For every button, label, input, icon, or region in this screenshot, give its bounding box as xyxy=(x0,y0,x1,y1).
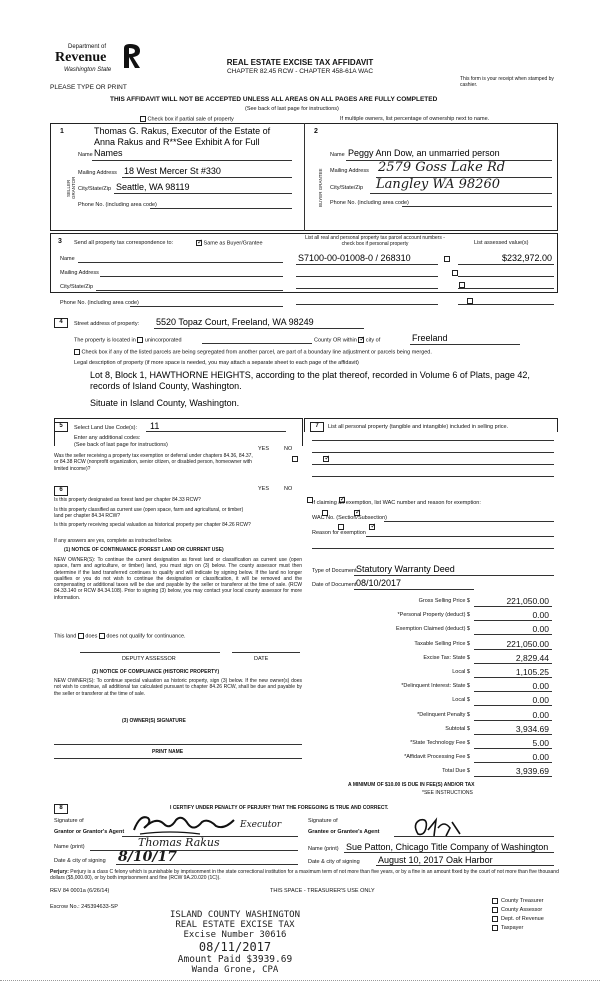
buyer-name-value[interactable]: Peggy Ann Dow, an unmarried person xyxy=(348,148,500,158)
section-1-number: 1 xyxy=(60,128,64,135)
seller-name-line2: Anna Rakus and R**See Exhibit A for Full xyxy=(94,137,260,147)
buyer-side-label: BUYER GRANTEE xyxy=(318,168,323,208)
dor-logo xyxy=(50,40,150,88)
see-instructions-note: *SEE INSTRUCTIONS xyxy=(422,790,473,796)
seller-city-value[interactable]: Seattle, WA 98119 xyxy=(116,182,190,192)
owner-signature-label: (3) OWNER(S) SIGNATURE xyxy=(122,718,186,724)
same-as-buyer-option[interactable] xyxy=(196,240,263,246)
doc-type-label: Type of Document xyxy=(312,568,357,574)
grantor-name[interactable]: Thomas Rakus xyxy=(138,836,220,849)
does-label: does xyxy=(85,633,98,640)
form-subtitle: CHAPTER 82.45 RCW - CHAPTER 458-61A WAC xyxy=(226,68,374,75)
grantee-name[interactable]: Sue Patton, Chicago Title Company of Washington xyxy=(346,842,549,852)
tax-row-label: Subtotal $ xyxy=(445,725,470,732)
tax-row-value[interactable]: 2,829.44 xyxy=(515,652,549,663)
tax-row-label: *Delinquent Interest: State $ xyxy=(401,683,470,690)
tax-row-value[interactable]: 221,050.00 xyxy=(506,638,549,649)
additional-codes-label: Enter any additional codes: xyxy=(74,435,141,441)
tax-row-label: Local $ xyxy=(452,697,470,704)
legal-line-3: Situate in Island County, Washington. xyxy=(90,398,240,408)
stamp-line-3: Excise Number 30616 xyxy=(183,930,287,940)
copy-label: County Assessor xyxy=(501,907,543,914)
seller-city-label: City/State/Zip xyxy=(78,186,112,192)
street-label: Street address of property: xyxy=(74,321,140,327)
tax-row-value[interactable]: 0.00 xyxy=(532,752,549,763)
parcel-number[interactable]: S7100-00-01008-0 / 268310 xyxy=(298,253,411,263)
personal-property-checkbox[interactable] xyxy=(444,256,450,262)
personal-property-label: List all personal property (tangible and intangible) included in selling price. xyxy=(328,424,509,430)
revenue-label: Revenue xyxy=(55,50,107,65)
receipt-note: This form is your receipt when stamped by cashier. xyxy=(460,76,554,89)
assessed-header: List assessed value(s) xyxy=(474,240,529,246)
date-label: DATE xyxy=(254,656,269,662)
grantee-sig-label: Signature of xyxy=(308,818,338,824)
s5-no: NO xyxy=(284,446,293,452)
tax-row-label: Exemption Claimed (deduct) $ xyxy=(396,626,470,633)
notice-1-text: NEW OWNER(S): To continue the current designation as forest land or classification as current use (open space, farm and agriculture, or timber) land, you must sign on (3) below. The county assessor must then determine if the land transferred continues to qualify and will indicate by signing below. If the land no longer qualifies or you do not wish to continue the designation or classification, it will be removed and the compensating or additional taxes will be due and payable by the seller or transferor at the time of sale. (RCW 84.33.140 or RCW 84.34.108). Prior to signing (3) below, you may contact your local county assessor for more information. xyxy=(54,557,302,601)
tax-row-label: Total Due $ xyxy=(442,768,470,775)
unincorporated-checkbox[interactable] xyxy=(137,337,143,343)
tax-row-value[interactable]: 0.00 xyxy=(532,624,549,635)
grantor-signature-icon xyxy=(130,810,240,838)
city-within-row xyxy=(314,337,380,343)
section-5-number: 5 xyxy=(54,422,68,432)
grantee-name-label: Name (print) xyxy=(308,846,339,852)
parcel-header: List all real and personal property tax parcel account numbers - check box if personal property xyxy=(305,235,445,248)
perjury-label: Perjury: xyxy=(50,869,69,875)
revenue-logo-icon xyxy=(120,42,144,70)
rev-number: REV 84 0001a (6/26/14) xyxy=(50,888,110,894)
legal-line-2: records of Island County, Washington. xyxy=(90,381,242,391)
corr-city-label: City/State/Zip xyxy=(60,284,94,290)
buyer-name-label: Name xyxy=(330,152,345,158)
stamp-line-4: 08/11/2017 xyxy=(198,940,272,954)
s6-no: NO xyxy=(284,486,293,492)
treasurer-space: THIS SPACE - TREASURER'S USE ONLY xyxy=(270,888,375,894)
copy-checkbox[interactable] xyxy=(492,925,498,931)
perjury-block xyxy=(50,869,560,882)
unincorporated-label: unincorporated xyxy=(144,337,182,344)
affidavit-warning: THIS AFFIDAVIT WILL NOT BE ACCEPTED UNLESS ALL AREAS ON ALL PAGES ARE FULLY COMPLETED xyxy=(110,96,438,103)
land-use-value[interactable]: 11 xyxy=(150,421,160,431)
grantor-date-label: Date & city of signing xyxy=(54,858,106,864)
doc-date-value[interactable]: 08/10/2017 xyxy=(356,578,402,588)
personal-property-checkbox-2[interactable] xyxy=(452,270,458,276)
tax-row-label: *Personal Property (deduct) $ xyxy=(397,612,470,619)
partial-sale-checkbox[interactable] xyxy=(140,116,146,122)
tax-row-value[interactable]: 0.00 xyxy=(532,695,549,706)
notice-2-title: (2) NOTICE OF COMPLIANCE (HISTORIC PROPERTY) xyxy=(92,669,220,675)
treasurer-stamp xyxy=(150,910,320,975)
assessed-value[interactable]: $232,972.00 xyxy=(501,253,552,263)
type-or-print: PLEASE TYPE OR PRINT xyxy=(50,84,127,91)
seller-side-label: SELLER GRANTOR xyxy=(66,176,76,200)
any-yes-note: If any answers are yes, complete as instructed below. xyxy=(54,538,173,544)
copy-checkbox[interactable] xyxy=(492,916,498,922)
this-land-label: This land xyxy=(54,633,77,640)
ownership-note: If multiple owners, list percentage of ownership next to name. xyxy=(340,116,490,122)
corr-phone-label: Phone No. (including area code) xyxy=(60,300,139,306)
seller-mailing-label: Mailing Address xyxy=(78,170,117,176)
land-use-label: Select Land Use Code(s): xyxy=(74,425,137,431)
city-value[interactable]: Freeland xyxy=(412,333,448,343)
wa-state-label: Washington State xyxy=(64,67,112,73)
certify-statement: I CERTIFY UNDER PENALTY OF PERJURY THAT THE FOREGOING IS TRUE AND CORRECT. xyxy=(170,805,389,811)
located-in-row xyxy=(74,337,182,343)
deputy-assessor-label: DEPUTY ASSESSOR xyxy=(122,656,176,662)
escrow-number: Escrow No.: 245394633-SP xyxy=(50,904,118,910)
copy-checkbox[interactable] xyxy=(492,898,498,904)
grantor-executor: Executor xyxy=(240,820,282,830)
seller-name-line1: Thomas G. Rakus, Executor of the Estate of xyxy=(94,126,271,136)
form-title: REAL ESTATE EXCISE TAX AFFIDAVIT xyxy=(226,58,374,67)
copy-label: Dept. of Revenue xyxy=(501,916,544,923)
grantor-agent-label: Grantor or Grantor's Agent xyxy=(54,829,125,835)
copy-option[interactable] xyxy=(492,916,544,922)
street-value[interactable]: 5520 Topaz Court, Freeland, WA 98249 xyxy=(156,317,314,327)
buyer-city-label: City/State/Zip xyxy=(330,185,364,191)
tax-row-value[interactable]: 3,939.69 xyxy=(515,766,549,777)
tax-row-value[interactable]: 5.00 xyxy=(532,738,549,748)
print-name-label: PRINT NAME xyxy=(152,749,184,755)
wac-label: WAC No. (Section/Subsection) xyxy=(312,515,387,521)
tax-row-value[interactable]: 0.00 xyxy=(532,681,549,692)
historic-question: Is this property receiving special valuation as historical property per chapter 84.26 RCW? xyxy=(54,522,251,528)
copy-option[interactable] xyxy=(492,907,542,913)
stamp-line-6: Wanda Grone, CPA xyxy=(191,965,279,975)
segregated-checkbox[interactable] xyxy=(74,349,80,355)
section-4-number: 4 xyxy=(54,318,68,328)
historic-no-checkbox[interactable] xyxy=(369,524,375,530)
section-3-number: 3 xyxy=(58,238,62,245)
seller-name-label: Name xyxy=(78,152,93,158)
tax-row-label: Excise Tax: State $ xyxy=(423,654,470,661)
dept-of-label: Department of xyxy=(68,44,107,50)
located-in-label: The property is located in xyxy=(74,337,136,344)
grantor-sig-label: Signature of xyxy=(54,818,84,824)
send-correspondence-label: Send all property tax correspondence to: xyxy=(74,240,174,246)
tax-row-label: Taxable Selling Price $ xyxy=(414,640,470,647)
grantee-date[interactable]: August 10, 2017 Oak Harbor xyxy=(378,855,493,865)
copy-checkbox[interactable] xyxy=(492,907,498,913)
s5-no-checkbox[interactable] xyxy=(323,456,329,462)
corr-mailing-label: Mailing Address xyxy=(60,270,99,276)
tax-row-value[interactable]: 1,105.25 xyxy=(515,667,549,677)
tax-row-label: *Delinquent Penalty $ xyxy=(417,711,470,718)
doc-type-value[interactable]: Statutory Warranty Deed xyxy=(356,564,455,574)
bottom-scan-edge xyxy=(0,980,600,984)
county-within-label: County OR within xyxy=(314,337,357,344)
seller-name-value[interactable]: Names xyxy=(94,148,123,158)
does-not-label: does not qualify for continuance. xyxy=(106,633,186,640)
notice-1-title: (1) NOTICE OF CONTINUANCE (FOREST LAND OR CURRENT USE) xyxy=(64,547,224,553)
qualify-row xyxy=(54,633,186,639)
legal-line-1: Lot 8, Block 1, HAWTHORNE HEIGHTS, according to the plat thereof, recorded in Volume 6 of Plats, page 42, xyxy=(90,370,530,380)
section-7-number: 7 xyxy=(310,422,324,432)
section-divider xyxy=(304,123,305,231)
copy-label: Taxpayer xyxy=(501,925,524,932)
seller-phone-label: Phone No. (including area code) xyxy=(78,202,157,208)
forest-question: Is this property designated as forest land per chapter 84.33 RCW? xyxy=(54,497,201,503)
tax-row-label: Local $ xyxy=(452,669,470,675)
corr-name-label: Name xyxy=(60,256,75,262)
tax-row-label: *Affidavit Processing Fee $ xyxy=(404,754,470,761)
notice-2-text: NEW OWNER(S): To continue special valuation as historic property, sign (3) below. If the new owner(s) does not wish to continue, all additional tax calculated pursuant to chapter 84.26 RCW, shall be due and payable by the seller or transferor at the time of sale. xyxy=(54,678,302,697)
grantee-agent-label: Grantee or Grantee's Agent xyxy=(308,829,380,835)
grantor-date[interactable]: 8/10/17 xyxy=(118,849,177,865)
grantor-name-label: Name (print) xyxy=(54,844,85,850)
current-use-question: Is this property classified as current use (open space, farm and agricultural, or timber) land per chapter 84.34 RCW? xyxy=(54,507,244,520)
see-back-note: (See back of last page for instructions) xyxy=(245,106,339,112)
buyer-mailing-label: Mailing Address xyxy=(330,168,369,174)
tax-row-value[interactable]: 0.00 xyxy=(532,610,549,621)
partial-sale-label: Check box if partial sale of property xyxy=(147,116,234,123)
section-2-number: 2 xyxy=(314,128,318,135)
same-as-buyer-label: Same as Buyer/Grantee xyxy=(203,240,263,247)
seller-mailing-value[interactable]: 18 West Mercer St #330 xyxy=(124,166,221,176)
s5-yes-checkbox[interactable] xyxy=(292,456,298,462)
tax-row-value[interactable]: 0.00 xyxy=(532,709,549,720)
copy-label: County Treasurer xyxy=(501,898,544,905)
tax-row-value[interactable]: 221,050.00 xyxy=(506,596,549,606)
city-of-checkbox[interactable] xyxy=(358,337,364,343)
same-as-buyer-checkbox[interactable] xyxy=(196,240,202,246)
s5-yes: YES xyxy=(258,446,270,452)
doc-date-label: Date of Document xyxy=(312,582,357,588)
section-6-number: 6 xyxy=(54,486,68,496)
reason-label: Reason for exemption xyxy=(312,530,366,536)
tax-row-value[interactable]: 3,934.69 xyxy=(515,723,549,734)
buyer-mailing-value[interactable]: 2579 Goss Lake Rd xyxy=(378,160,506,175)
section-8-number: 8 xyxy=(54,804,68,814)
partial-sale-option[interactable] xyxy=(140,116,234,122)
city-of-label: city of xyxy=(365,337,381,344)
minimum-fee-note: A MINIMUM OF $10.00 IS DUE IN FEE(S) AND/OR TAX xyxy=(348,782,475,788)
grantee-date-label: Date & city of signing xyxy=(308,859,360,865)
buyer-phone-label: Phone No. (including area code) xyxy=(330,200,409,206)
copy-option[interactable] xyxy=(492,925,523,931)
legal-label: Legal description of property (if more space is needed, you may attach a separate sheet to each page of the affidavit) xyxy=(74,360,359,366)
additional-codes-note: (See back of last page for instructions) xyxy=(74,442,168,448)
segregated-label: Check box if any of the listed parcels are being segregated from another parcel, are part of a boundary line adjustment or parcels being merged. xyxy=(81,349,432,356)
buyer-city-value[interactable]: Langley WA 98260 xyxy=(376,177,500,192)
s6-yes: YES xyxy=(258,486,270,492)
stamp-line-2: REAL ESTATE EXCISE TAX xyxy=(175,920,295,930)
exemption-claim-label: If claiming an exemption, list WAC number and reason for exemption: xyxy=(312,500,481,506)
tax-row-label: *State Technology Fee $ xyxy=(410,740,470,746)
tax-row-label: Gross Selling Price $ xyxy=(418,598,470,604)
copy-option[interactable] xyxy=(492,898,544,904)
segregated-option[interactable] xyxy=(74,349,432,355)
does-checkbox[interactable] xyxy=(78,633,84,639)
exemption-question: Was the seller receiving a property tax exemption or deferral under chapters 84.36, 84.37, or 84.38 RCW (nonprofit organization, senior citizen, or disabled person, homeowner with limited income)? xyxy=(54,453,253,472)
stamp-line-1: ISLAND COUNTY WASHINGTON xyxy=(169,910,301,920)
perjury-text: Perjury is a class C felony which is punishable by imprisonment in the state correctional institution for a maximum term of not more than five years, or by a fine in an amount fixed by the court of not more than five thousand dollars ($5,000.00), or by both imprisonment and fine (RCW 9A.20.020 (1C)). xyxy=(50,869,559,882)
stamp-line-5: Amount Paid $3939.69 xyxy=(177,954,293,965)
does-not-checkbox[interactable] xyxy=(99,633,105,639)
